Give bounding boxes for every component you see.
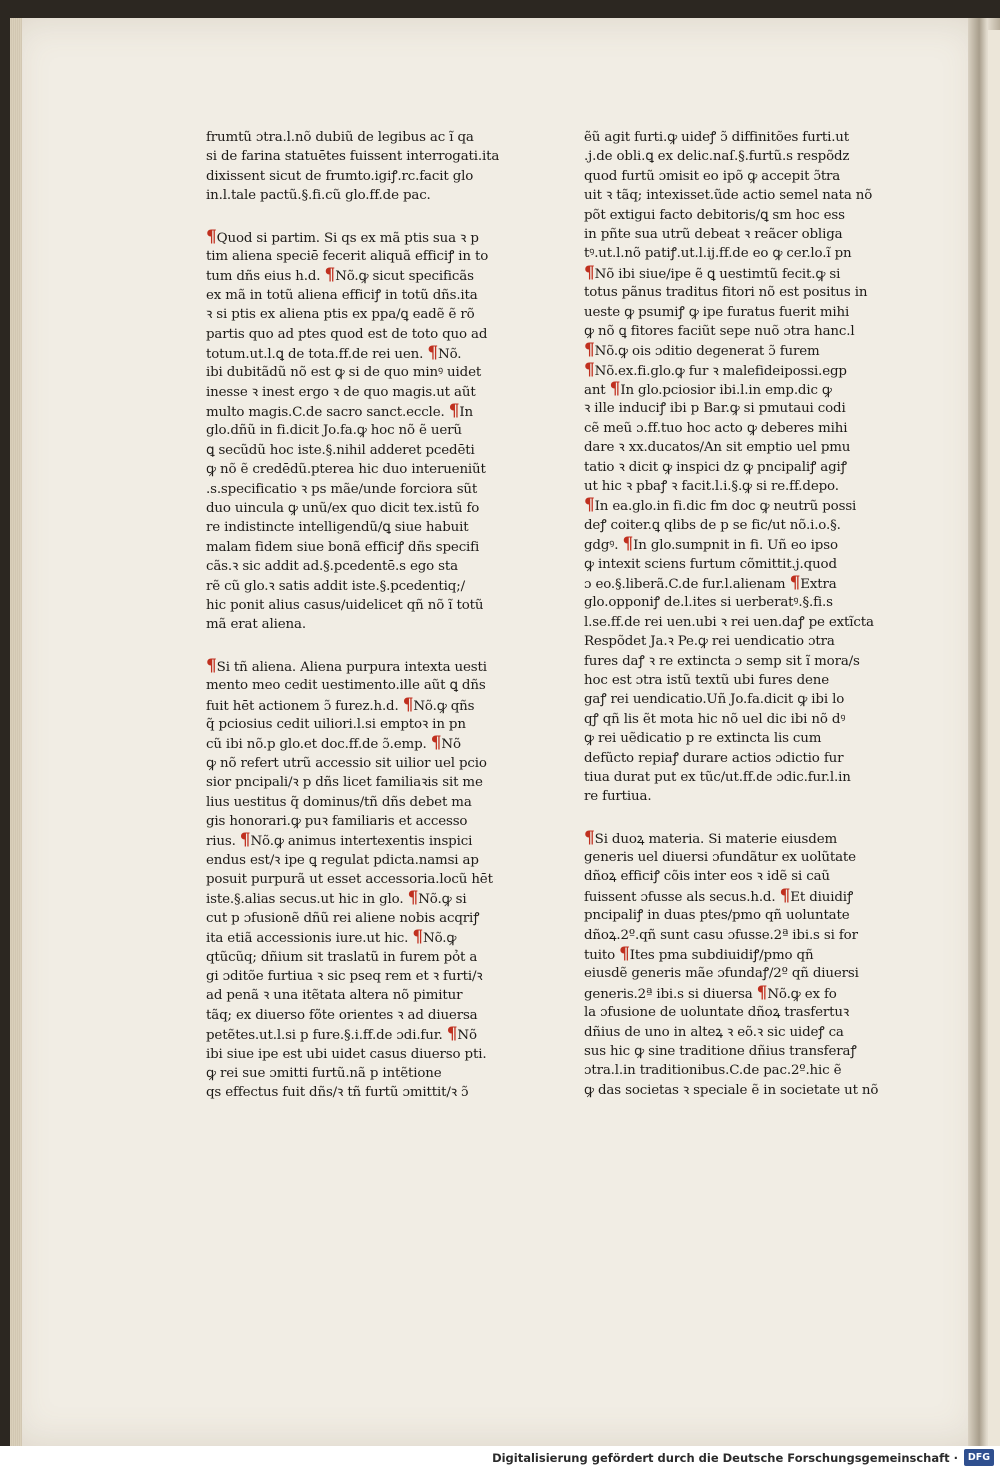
next-page-edge [988,30,1000,1446]
text-line: gis honorari.ꝙ puꝛ familiaris et accesso [206,813,468,829]
paragraph-mark: ¶ [430,733,442,754]
paragraph-gap [584,807,854,829]
text-line: rẽ cũ glo.ꝛ satis addit iste.§.pcedentiq;/ [206,578,465,594]
text-line: ¶Si duoꝝ materia. Si materie eiusdem [584,827,838,848]
paragraph-mark: ¶ [412,927,424,948]
text-line: ¶Nõ.ꝙ ois ɔditio degenerat ɔ̃ furem [584,340,820,361]
text-line: q̃ pciosius cedit uiliori.l.si emptoꝛ in pn [206,716,466,732]
paragraph-mark: ¶ [609,379,621,400]
text-line: multo magis.C.de sacro sanct.eccle. ¶In [206,401,473,422]
paragraph-mark: ¶ [206,226,217,247]
text-line: ꝗ secũdũ hoc iste.§.nihil adderet pcedēti [206,442,475,458]
paragraph-mark: ¶ [402,694,414,715]
dfg-logo: DFG [964,1449,994,1466]
text-line: qtũcũq; dñium sit traslatũ in furem pỏt a [206,949,478,965]
text-line: ant ¶In glo.pciosior ibi.l.in emp.dic ꝙ [584,379,832,400]
text-line: ad penã ꝛ una itẽtata altera nõ pimitur [206,988,463,1004]
text-line: põt extigui facto debitoris/ꝗ sm hoc ess [584,207,845,223]
paragraph-gap [206,635,490,657]
text-line: cũ ibi nõ.p glo.et doc.ff.de ɔ̃.emp. ¶Nõ [206,733,461,754]
text-line: totus pãnus traditus fitori nõ est positus in [584,285,868,301]
paragraph [206,655,493,1103]
paragraph-mark: ¶ [239,830,251,851]
text-line: fures daꝭ ꝛ re extincta ɔ semp sit ĩ mora/s [584,653,860,669]
text-line: l.se.ff.de rei uen.ubi ꝛ rei uen.daꝭ pe extĩcta [584,614,874,630]
text-line: ita etiã accessionis iure.ut hic. ¶Nõ.ꝙ [206,927,457,948]
text-line: glo.opponiꝭ de.l.ites si uerberatꝰ.§.fi.s [584,595,833,611]
text-line: tim aliena speciē fecerit aliquã efficiꝭ in to [206,248,489,264]
text-line: lius uestitus q̃ dominus/tñ dñs debet ma [206,794,472,810]
text-line: dñoꝝ efficiꝭ cõis inter eos ꝛ idẽ si caũ [584,869,830,885]
text-line: ɔtra.l.in traditionibus.C.de pac.2º.hic ẽ [584,1063,842,1079]
text-line: re indistincte intelligendũ/ꝗ siue habuit [206,520,469,536]
text-line: generis.2ª ibi.s si diuersa ¶Nõ.ꝙ ex fo [584,982,837,1003]
text-line: ut hic ꝛ pbaꝭ ꝛ facit.l.i.§.ꝙ si re.ff.depo. [584,479,839,495]
text-line: hoc est ɔtra istũ textũ ubi fures dene [584,672,830,688]
text-column-right [584,128,879,1100]
text-line: fuissent ɔfusse als secus.h.d. ¶Et diuidiꝭ [584,885,854,906]
text-line: deꝭ coiter.ꝗ qlibs de p se fic/ut nõ.i.o.§. [584,517,841,533]
funding-notice: Digitalisierung gefördert durch die Deutsche Forschungsgemeinschaft · [492,1451,958,1465]
text-line: ¶Si tñ aliena. Aliena purpura intexta uesti [206,655,487,676]
text-line: endus est/ꝛ ipe ꝗ regulat pdicta.namsi ap [206,852,479,868]
text-line: gi ɔditõe furtiua ꝛ sic pseq rem et ꝛ furti/ꝛ [206,969,483,985]
text-line: re furtiua. [584,789,652,805]
text-line: la ɔfusione de uoluntate dñoꝝ trasfertuꝛ [584,1005,850,1021]
text-line: dñius de uno in alteꝝ ꝛ eõ.ꝛ sic uideꝭ ca [584,1024,844,1040]
paragraph-mark: ¶ [756,982,768,1003]
text-line: in.l.tale pactũ.§.fi.cũ glo.ff.de pac. [206,188,431,204]
text-line: posuit purpurã ut esset accessoria.locũ hēt [206,872,493,888]
text-line: ꝙ nõ refert utrũ accessio sit uilior uel pcio [206,755,487,771]
paragraph [584,128,874,807]
text-line: mã erat aliena. [206,617,306,633]
text-line: duo uincula ꝙ unũ/ex quo dicit tex.istũ fo [206,501,480,517]
paragraph-gap [206,206,490,228]
text-line: tãq; ex diuerso fõte orientes ꝛ ad diuersa [206,1007,478,1023]
paragraph-mark: ¶ [584,359,595,380]
text-line: ¶In ea.glo.in fi.dic fm doc ꝙ neutrũ possi [584,495,857,516]
text-line: dixissent sicut de frumto.igiꝭ.rc.facit glo [206,168,474,184]
paragraph [206,128,500,206]
paragraph-mark: ¶ [584,495,595,516]
text-line: pncipaliꝭ in duas ptes/pmo qñ uoluntate [584,908,850,924]
text-line: sior pncipali/ꝛ p dñs licet familiaꝛis sit me [206,775,483,791]
text-line: ꝙ nõ ꝗ fitores faciũt sepe nuõ ɔtra hanc.l [584,323,855,339]
text-line: ibi dubitãdũ nõ est ꝙ si de quo minꝰ uidet [206,365,482,381]
text-line: frumtũ ɔtra.l.nõ dubiũ de legibus ac ĩ qa [206,130,474,145]
text-line: ¶Nõ ibi siue/ipe ẽ ꝗ uestimtũ fecit.ꝙ si [584,262,841,283]
text-line: ueste ꝙ psumiꝭ ꝙ ipe furatus fuerit mihi [584,304,850,320]
text-line: uit ꝛ tãq; intexisset.ũde actio semel nata nõ [584,188,873,204]
text-line: malam fidem siue bonã efficiꝭ dñs specifi [206,539,480,555]
text-line: glo.dñũ in fi.dicit Jo.fa.ꝙ hoc nõ ẽ uerũ [206,423,462,439]
text-line: qs effectus fuit dñs/ꝛ tñ furtũ ɔmittit/ꝛ ɔ̃ [206,1085,469,1101]
text-line: generis uel diuersi ɔfundãtur ex uolũtate [584,850,856,866]
text-line: ꝛ si ptis ex aliena ptis ex ppa/ꝗ eadẽ ẽ rõ [206,307,475,323]
text-line: ꝛ ille induciꝭ ibi p Bar.ꝙ si pmutaui codi [584,401,846,417]
text-line: fuit hēt actionem ɔ̃ furez.h.d. ¶Nõ.ꝙ qñs [206,694,475,715]
text-line: defũcto repiaꝭ durare actios ɔdictio fur [584,750,844,766]
text-line: hic ponit alius casus/uidelicet qñ nõ ĩ totũ [206,597,484,613]
text-line: in pñte sua utrũ debeat ꝛ reãcer obliga [584,226,843,242]
text-line: .j.de obli.ꝗ ex delic.naſ.§.furtũ.s respõdz [584,149,850,165]
text-line: ꝙ das societas ꝛ speciale ẽ in societate ut nõ [584,1082,879,1098]
text-line: dare ꝛ xx.ducatos/An sit emptio uel pmu [584,440,851,456]
text-line: petẽtes.ut.l.si p fure.§.i.ff.de ɔdi.fur. ¶Nõ [206,1024,477,1045]
paragraph [206,228,490,635]
text-line: Respõdet Ja.ꝛ Pe.ꝙ rei uendicatio ɔtra [584,634,835,650]
text-line: ibi siue ipe est ubi uidet casus diuerso pti. [206,1046,487,1062]
text-line: ꝙ intexit sciens furtum cõmittit.j.quod [584,556,837,572]
text-line: .s.specificatio ꝛ ps mãe/unde forciora sũt [206,481,478,497]
paragraph-mark: ¶ [584,262,595,283]
text-line: cut p ɔfusionẽ dñũ rei aliene nobis acqriꝭ [206,910,480,926]
paragraph-mark: ¶ [619,944,630,965]
text-line: mento meo cedit uestimento.ille aũt ꝗ dñs [206,678,486,694]
text-line: quod furtũ ɔmisit eo ipõ ꝙ accepit ɔ̃tra [584,168,841,184]
paragraph [584,827,879,1100]
text-line: si de farina statuētes fuissent interrogati.ita [206,149,500,165]
text-line: ꝙ nõ ẽ credēdũ.pterea hic duo interueniũt [206,462,486,478]
text-line: gaꝭ rei uendicatio.Uñ Jo.fa.dicit ꝙ ibi lo [584,692,845,708]
text-line: dñoꝝ.2º.qñ sunt casu ɔfusse.2ª ibi.s si for [584,927,858,943]
text-line: sus hic ꝙ sine traditione dñius transferaꝭ [584,1043,857,1059]
text-line: tatio ꝛ dicit ꝙ inspici dz ꝙ pncipaliꝭ agiꝭ [584,459,847,475]
text-line: ex mã in totũ aliena efficiꝭ in totũ dñs.ita [206,287,478,303]
text-column-left [206,128,500,1103]
text-line: cẽ meũ ɔ.ff.tuo hoc acto ꝙ deberes mihi [584,420,848,436]
text-line: tuito ¶Ites pma subdiuidiꝭ/pmo qñ [584,944,814,965]
text-line: inesse ꝛ inest ergo ꝛ de quo magis.ut aũt [206,384,476,400]
page-edges [10,18,22,1446]
text-line: tum dñs eius h.d. ¶Nõ.ꝙ sicut specificãs [206,265,474,286]
text-line: tꝰ.ut.l.nõ patiꝭ.ut.l.ij.ff.de eo ꝙ cer.lo.ĩ pn [584,246,852,262]
paragraph-mark: ¶ [446,1024,458,1045]
text-line: gdgꝰ. ¶In glo.sumpnit in fi. Uñ eo ipso [584,534,838,555]
paragraph-mark: ¶ [622,534,634,555]
text-line: ¶Quod si partim. Si qs ex mã ptis sua ꝛ p [206,226,479,247]
paragraph-mark: ¶ [448,401,460,422]
text-line: tiua durat put ex tũc/ut.ff.de ɔdic.fur.l.in [584,769,851,785]
paragraph-mark: ¶ [779,885,791,906]
text-line: cãs.ꝛ sic addit ad.§.pcedentē.s ego sta [206,559,458,575]
text-line: rius. ¶Nõ.ꝙ animus intertexentis inspici [206,830,473,851]
text-line: ꝙ rei uẽdicatio p re extincta lis cum [584,731,822,747]
text-line: qꝭ qñ lis ẽt mota hic nõ uel dic ibi nõ dꝰ [584,711,846,727]
text-line: eiusdẽ generis mãe ɔfundaꝭ/2º qñ diuersi [584,966,859,982]
paragraph-mark: ¶ [584,340,595,361]
paragraph-mark: ¶ [324,265,336,286]
text-line: totum.ut.l.ꝗ de tota.ff.de rei uen. ¶Nõ. [206,342,462,363]
paragraph-mark: ¶ [206,655,217,676]
text-line: ɔ eo.§.liberã.C.de fur.l.alienam ¶Extra [584,572,837,593]
text-line: ẽũ agit furti.ꝙ uideꝭ ɔ̃ diffinitões furti.ut [584,130,850,145]
paragraph-mark: ¶ [789,572,801,593]
paragraph-mark: ¶ [407,888,419,909]
paragraph-mark: ¶ [584,827,595,848]
text-line: ꝙ rei sue ɔmitti furtũ.nã p intẽtione [206,1065,442,1081]
text-line: iste.§.alias secus.ut hic in glo. ¶Nõ.ꝙ si [206,888,467,909]
text-line: partis quo ad ptes quod est de toto quo ad [206,326,488,342]
paragraph-mark: ¶ [427,342,439,363]
text-line: ¶Nõ.ex.fi.glo.ꝙ fur ꝛ malefideipossi.egp [584,359,847,380]
